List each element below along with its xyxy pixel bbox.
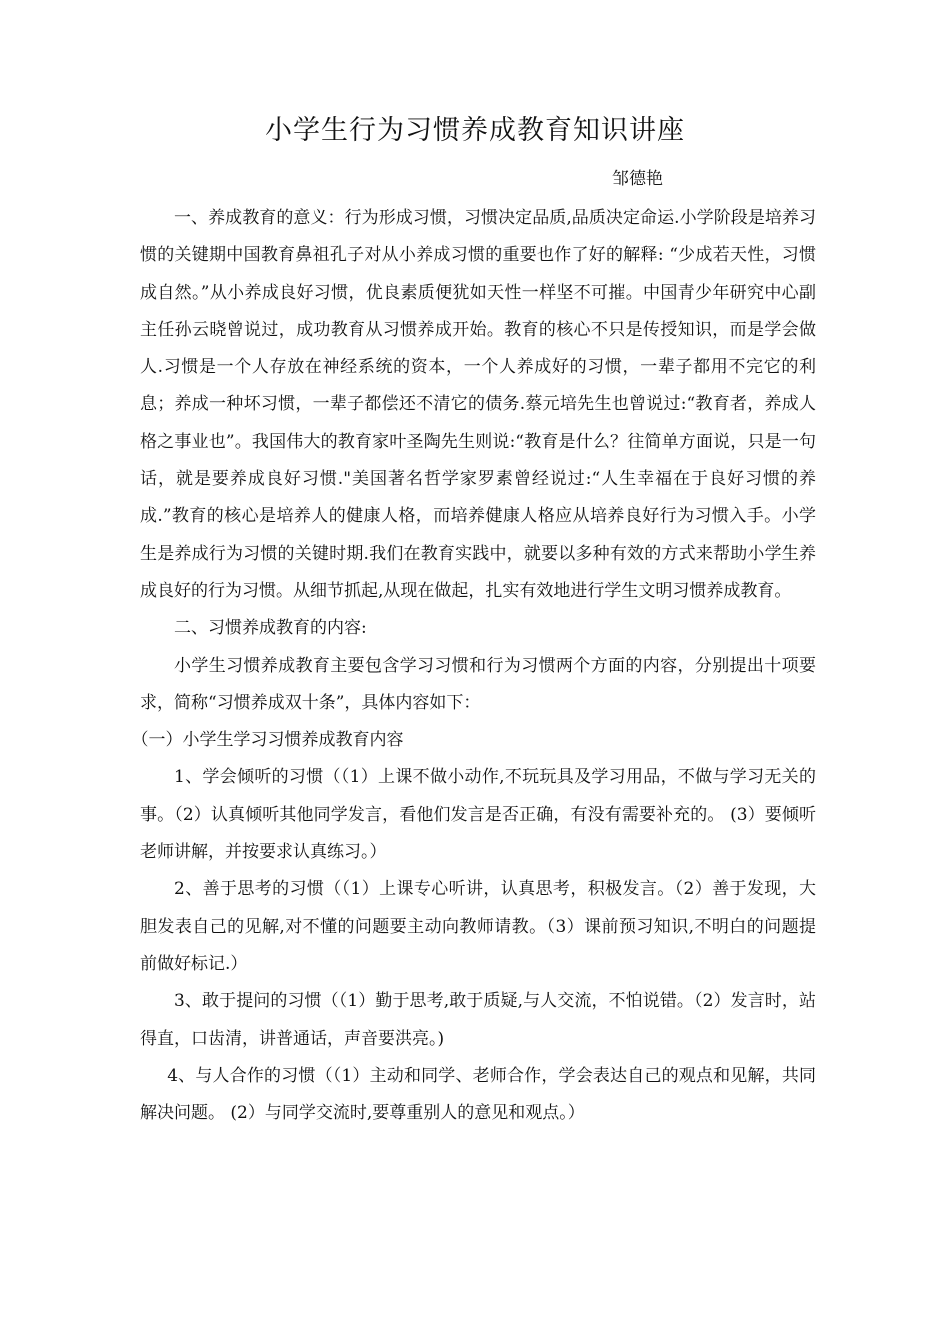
list-item-thinking: 2、善于思考的习惯（（1）上课专心听讲，认真思考，积极发言。（2）善于发现，大胆发表自己的见解,对不懂的问题要主动向教师请教。（3）课前预习知识,不明白的问题提前做好标记.） <box>140 879 816 974</box>
paragraph-content-intro: 小学生习惯养成教育主要包含学习习惯和行为习惯两个方面的内容，分别提出十项要求，简称“习惯养成双十条”，具体内容如下： <box>140 655 816 713</box>
section-heading-content: 二、习惯养成教育的内容: <box>174 618 367 639</box>
author-name: 邹德艳 <box>612 169 663 189</box>
list-item-questioning: 3、敢于提问的习惯（（1）勤于思考,敢于质疑,与人交流，不怕说错。（2）发言时，站得直，口齿清，讲普通话，声音要洪亮。) <box>140 991 816 1049</box>
paragraph-significance: 一、养成教育的意义：行为形成习惯，习惯决定品质,品质决定命运.小学阶段是培养习惯的关键期中国教育鼻祖孔子对从小养成习惯的重要也作了好的解释: “少成若天性，习惯成自然。”从小养成良好习惯，优良素质便犹如天性一样坚不可摧。中国青少年研究中心副主任孙云晓曾说过，成功教育从习惯养成开始。教育的核心不只是传授知识，而是学会做人.习惯是一个人存放在神经系统的资本，一个人养成好的习惯，一辈子都用不完它的利息；养成一种坏习惯，一辈子都偿还不清它的债务.蔡元培先生也曾说过:“教育者，养成人格之事业也”。我国伟大的教育家叶圣陶先生则说:“教育是什么？往简单方面说，只是一句话，就是要养成良好习惯."美国著名哲学家罗素曾经说过:“人生幸福在于良好习惯的养成.”教育的核心是培养人的健康人格，而培养健康人格应从培养良好行为习惯入手。小学生是养成行为习惯的关键时期.我们在教育实践中，就要以多种有效的方式来帮助小学生养成良好的行为习惯。从细节抓起,从现在做起，扎实有效地进行学生文明习惯养成教育。 <box>140 208 816 601</box>
document-title: 小学生行为习惯养成教育知识讲座 <box>265 115 685 146</box>
document-body <box>131 200 816 1132</box>
subsection-heading-study-habits: （一）小学生学习习惯养成教育内容 <box>131 730 404 751</box>
list-item-cooperation: 4、与人合作的习惯（（1）主动和同学、老师合作，学会表达自己的观点和见解，共同解决问题。 (2）与同学交流时,要尊重别人的意见和观点。） <box>140 1065 816 1124</box>
list-item-listening: 1、学会倾听的习惯（（1）上课不做小动作,不玩玩具及学习用品，不做与学习无关的事。（2）认真倾听其他同学发言，看他们发言是否正确，有没有需要补充的。 (3）要倾听老师讲解，并按要求认真练习。） <box>140 767 816 863</box>
